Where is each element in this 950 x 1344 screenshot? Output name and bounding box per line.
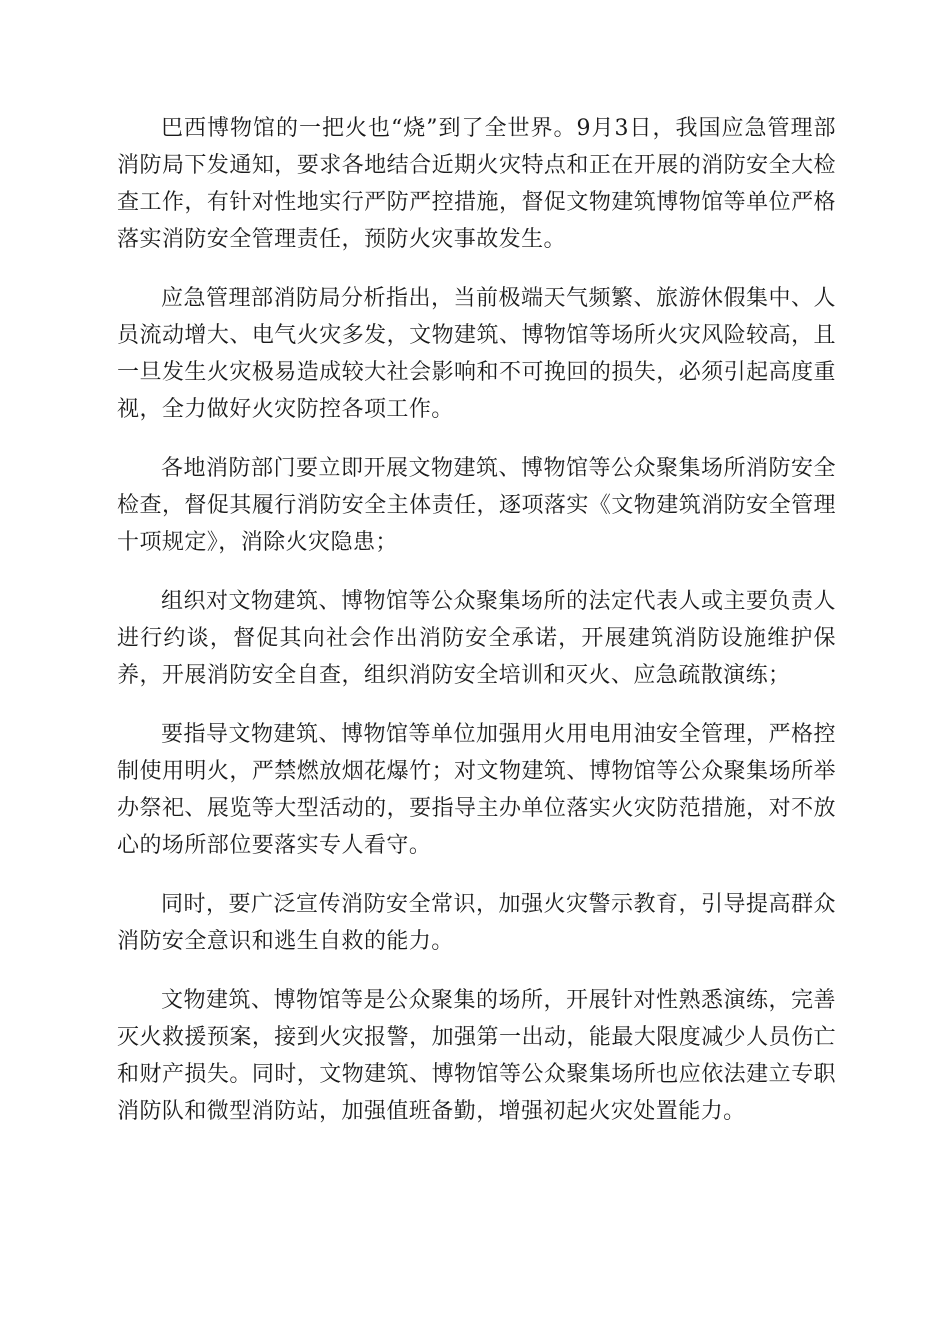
- paragraph-4: 组织对文物建筑、博物馆等公众聚集场所的法定代表人或主要负责人进行约谈，督促其向社会作出消防安全承诺，开展建筑消防设施维护保养，开展消防安全自查，组织消防安全培训和灭火、应急疏散演练；: [117, 589, 836, 688]
- document-body: [117, 110, 836, 1152]
- paragraph-1: 巴西博物馆的一把火也“烧”到了全世界。9月3日，我国应急管理部消防局下发通知，要求各地结合近期火灾特点和正在开展的消防安全大检查工作，有针对性地实行严防严控措施，督促文物建筑博物馆等单位严格落实消防安全管理责任，预防火灾事故发生。: [117, 116, 836, 252]
- paragraph-6: 同时，要广泛宣传消防安全常识，加强火灾警示教育，引导提高群众消防安全意识和逃生自救的能力。: [117, 892, 836, 954]
- paragraph-5: 要指导文物建筑、博物馆等单位加强用火用电用油安全管理，严格控制使用明火，严禁燃放烟花爆竹；对文物建筑、博物馆等公众聚集场所举办祭祀、展览等大型活动的，要指导主办单位落实火灾防范措施，对不放心的场所部位要落实专人看守。: [117, 722, 836, 858]
- paragraph-7: 文物建筑、博物馆等是公众聚集的场所，开展针对性熟悉演练，完善灭火救援预案，接到火灾报警，加强第一出动，能最大限度减少人员伤亡和财产损失。同时，文物建筑、博物馆等公众聚集场所也应依法建立专职消防队和微型消防站，加强值班备勤，增强初起火灾处置能力。: [117, 988, 836, 1124]
- paragraph-3: 各地消防部门要立即开展文物建筑、博物馆等公众聚集场所消防安全检查，督促其履行消防安全主体责任，逐项落实《文物建筑消防安全管理十项规定》，消除火灾隐患；: [117, 456, 836, 555]
- paragraph-2: 应急管理部消防局分析指出，当前极端天气频繁、旅游休假集中、人员流动增大、电气火灾多发，文物建筑、博物馆等场所火灾风险较高，且一旦发生火灾极易造成较大社会影响和不可挽回的损失，必须引起高度重视，全力做好火灾防控各项工作。: [117, 286, 836, 422]
